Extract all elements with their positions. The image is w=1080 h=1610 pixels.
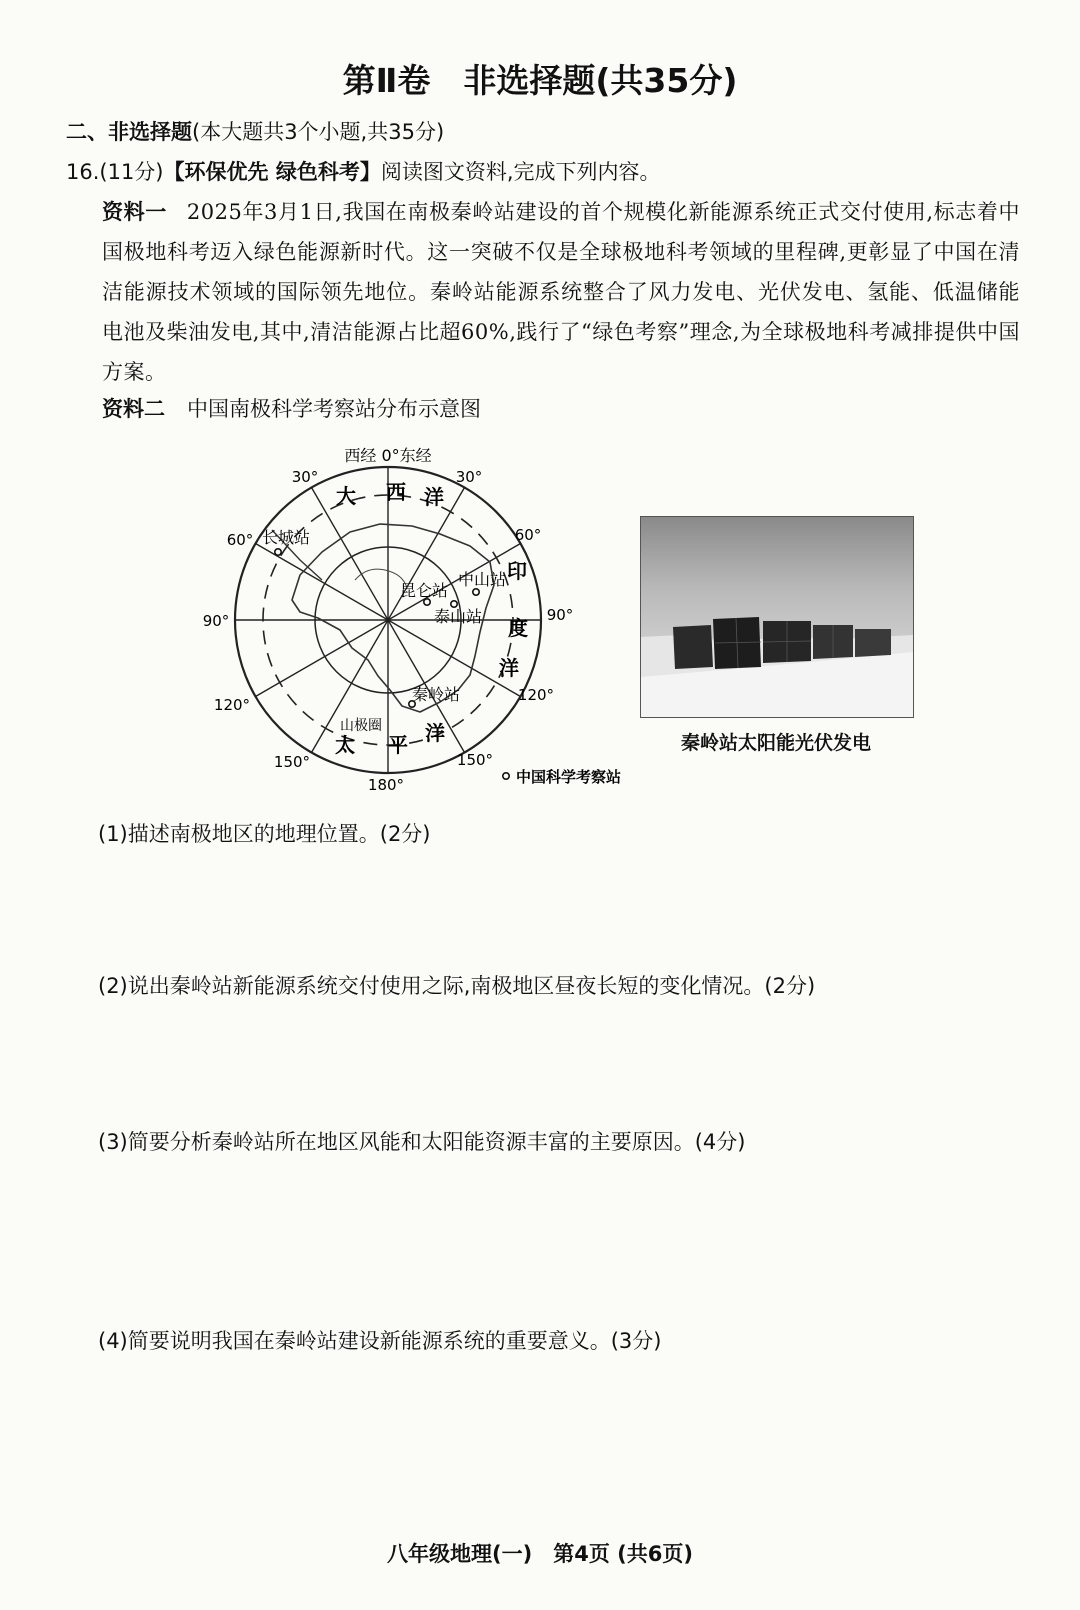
ocean-indian-1: 印 xyxy=(507,559,527,583)
page-footer: 八年级地理(一) 第4页 (共6页) xyxy=(387,1542,693,1566)
section-header xyxy=(66,116,444,146)
degree-150-right: 150° xyxy=(456,751,494,769)
degree-30-left: 30° xyxy=(291,468,319,486)
solar-panel-photo xyxy=(640,516,914,718)
question-header xyxy=(66,156,661,186)
material-1 xyxy=(102,192,1020,392)
ocean-atlantic-3: 洋 xyxy=(424,485,444,509)
legend-station-marker xyxy=(503,773,509,779)
degree-90-left: 90° xyxy=(202,612,230,630)
degree-150-left: 150° xyxy=(273,753,311,771)
ocean-indian-2: 度 xyxy=(508,616,528,640)
ocean-pacific-2: 平 xyxy=(388,733,408,757)
question-number: 16.(11分) xyxy=(66,160,164,184)
station-zhongshan-marker xyxy=(473,589,479,595)
sub-question-3: (3)简要分析秦岭站所在地区风能和太阳能资源丰富的主要原因。(4分) xyxy=(98,1130,746,1154)
ocean-indian-3: 洋 xyxy=(499,656,519,680)
section-desc: (本大题共3个小题,共35分) xyxy=(192,120,445,144)
station-zhongshan-label: 中山站 xyxy=(458,570,507,589)
station-qinling-label: 秦岭站 xyxy=(412,685,461,704)
region-label: 山极圈 xyxy=(340,718,382,734)
meridian-lines xyxy=(235,467,541,773)
ocean-atlantic-1: 大 xyxy=(336,484,356,508)
station-taishan-label: 泰山站 xyxy=(434,607,483,626)
ocean-pacific-1: 太 xyxy=(335,733,355,757)
material-1-label: 资料一 xyxy=(102,200,167,224)
degree-120-left: 120° xyxy=(213,696,251,714)
degree-180: 180° xyxy=(367,776,405,794)
sub-question-4: (4)简要说明我国在秦岭站建设新能源系统的重要意义。(3分) xyxy=(98,1329,662,1353)
degree-90-right: 90° xyxy=(546,606,574,624)
sub-question-1: (1)描述南极地区的地理位置。(2分) xyxy=(98,822,431,846)
station-changcheng-label: 长城站 xyxy=(262,528,311,547)
station-changcheng-marker xyxy=(275,549,281,555)
map-top-label: 西经 0°东经 xyxy=(344,446,432,465)
antarctica-station-map xyxy=(200,440,640,800)
material-2-label: 资料二 xyxy=(102,397,165,421)
station-kunlun-label: 昆仑站 xyxy=(400,581,449,600)
photo-caption: 秦岭站太阳能光伏发电 xyxy=(680,732,871,754)
solar-panel-illustration xyxy=(641,517,913,717)
legend-label: 中国科学考察站 xyxy=(516,768,622,786)
section-label: 二、非选择题 xyxy=(66,120,192,144)
ocean-atlantic-2: 西 xyxy=(386,480,406,504)
degree-120-right: 120° xyxy=(517,686,555,704)
degree-60-left: 60° xyxy=(226,531,254,549)
ocean-pacific-3: 洋 xyxy=(425,721,445,745)
degree-60-right: 60° xyxy=(514,526,542,544)
page-title: 第Ⅱ卷 非选择题(共35分) xyxy=(342,61,738,100)
degree-30-right: 30° xyxy=(455,468,483,486)
sub-question-2: (2)说出秦岭站新能源系统交付使用之际,南极地区昼夜长短的变化情况。(2分) xyxy=(98,974,816,998)
material-1-text: 2025年3月1日,我国在南极秦岭站建设的首个规模化新能源系统正式交付使用,标志着中国极地科考迈入绿色能源新时代。这一突破不仅是全球极地科考领域的里程碑,更彰显了中国在清洁能源技术领域的国际领先地位。秦岭站能源系统整合了风力发电、光伏发电、氢能、低温储能电池及柴油发电,其中,清洁能源占比超60%,践行了“绿色考察”理念,为全球极地科考减排提供中国方案。 xyxy=(102,200,1021,384)
material-2 xyxy=(102,393,481,423)
material-2-text: 中国南极科学考察站分布示意图 xyxy=(187,397,481,421)
question-tag: 【环保优先 绿色科考】 xyxy=(163,160,381,184)
question-instruction: 阅读图文资料,完成下列内容。 xyxy=(380,160,661,184)
